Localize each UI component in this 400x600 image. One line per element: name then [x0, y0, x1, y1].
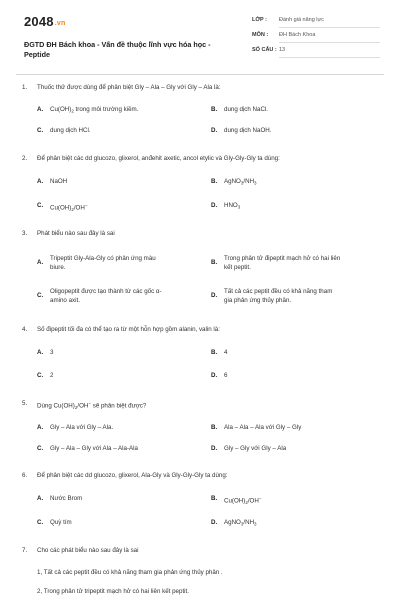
worksheet-meta: [252, 15, 380, 60]
option-letter: A.: [37, 106, 44, 113]
question-number: 1.: [22, 84, 28, 91]
option-text: 3: [50, 349, 54, 356]
option-text: $HNO_3$: [224, 202, 241, 210]
question-text: Thuốc thử được dùng để phân biệt Gly – Ala – Gly với Gly – Ala là:: [37, 84, 221, 91]
option-text: Nước Brom: [50, 495, 83, 502]
option-letter: A.: [37, 495, 44, 502]
option-letter: D.: [211, 127, 218, 134]
option-text: $AgNO_3/NH_3$: [224, 178, 257, 186]
statement-1: 1, Tất cả các peptit đều có khả năng tham gia phản ứng thủy phân .: [37, 569, 223, 576]
meta-key: SỐ CÂU :: [252, 47, 277, 53]
question-number: 5.: [22, 400, 28, 407]
site-logo[interactable]: 2048.vn: [24, 14, 66, 29]
statement-2: 2, Trong phân tử tripeptit mạch hở có hai liên kết peptit.: [37, 588, 189, 595]
option-text: Oligopeptit được tạo thành từ các gốc α- amino axit.: [50, 288, 162, 304]
question-number: 2.: [22, 155, 28, 162]
question-text: Số đipeptit tối đa có thể tạo ra từ một hỗn hợp gồm alanin, valin là:: [37, 326, 220, 333]
option-letter: D.: [211, 202, 218, 209]
meta-value: ĐH Bách Khoa: [279, 32, 380, 43]
question-text: Để phân biệt các dd glucozo, glixerol, Ala-Gly và Gly-Gly-Gly ta dùng:: [37, 472, 228, 479]
option-text: Tất cả các peptit đều có khả năng tham gia phản ứng thủy phân.: [224, 288, 333, 304]
option-text: dung dịch NaOH.: [224, 127, 272, 134]
option-text: dung dịch NaCl.: [224, 106, 269, 113]
option-text: Ala – Ala – Ala với Gly – Gly: [224, 424, 302, 431]
meta-row-count: [252, 45, 380, 60]
option-text: $AgNO_3/NH_3$: [224, 519, 257, 527]
option-letter: C.: [37, 519, 44, 526]
meta-key: MÔN :: [252, 32, 269, 38]
meta-value: Đánh giá năng lực: [279, 17, 380, 28]
option-text: Gly – Ala – Gly với Ala – Ala-Ala: [50, 445, 138, 452]
question-number: 7.: [22, 547, 28, 554]
option-text: NaOH: [50, 178, 68, 185]
option-letter: A.: [37, 349, 44, 356]
question-number: 4.: [22, 326, 28, 333]
option-text: $Cu(OH)_2$ trong môi trường kiềm.: [50, 106, 139, 114]
question-text: Phát biểu nào sau đây là sai: [37, 230, 115, 237]
option-letter: A.: [37, 178, 44, 185]
option-letter: B.: [211, 424, 218, 431]
worksheet-title: ĐGTD ĐH Bách khoa - Vấn đề thuộc lĩnh vực hóa học - Peptide: [24, 40, 211, 59]
header-divider: [16, 74, 384, 75]
option-letter: C.: [37, 202, 44, 209]
meta-key: LỚP :: [252, 17, 267, 23]
question-number: 3.: [22, 230, 28, 237]
option-letter: B.: [211, 495, 218, 502]
question-number: 6.: [22, 472, 28, 479]
option-letter: D.: [211, 372, 218, 379]
option-text: Trong phân tử đipeptit mạch hở có hai liên kết peptit.: [224, 255, 341, 271]
option-letter: C.: [37, 127, 44, 134]
option-letter: B.: [211, 349, 218, 356]
question-text: Cho các phát biểu nào sau đây là sai: [37, 547, 139, 554]
option-letter: B.: [211, 178, 218, 185]
option-text: $Cu(OH)_2/OH^-$: [50, 203, 88, 212]
option-text: 6: [224, 372, 228, 379]
option-letter: C.: [37, 292, 44, 299]
option-letter: D.: [211, 519, 218, 526]
option-letter: B.: [211, 259, 218, 266]
option-text: Quỳ tím: [50, 519, 72, 526]
option-text: Gly – Ala với Gly – Ala.: [50, 424, 114, 431]
option-text: $Cu(OH)_2/OH^-$: [224, 496, 262, 505]
option-letter: D.: [211, 292, 218, 299]
option-text: 2: [50, 372, 54, 379]
option-text: dung dịch HCl.: [50, 127, 91, 134]
meta-value: 13: [279, 47, 380, 58]
meta-row-class: [252, 15, 380, 30]
option-letter: D.: [211, 445, 218, 452]
question-text: Để phân biệt các dd glucozo, glixerol, anđehit axetic, ancol etylic và Gly-Gly-Gly ta dùng:: [37, 155, 280, 162]
option-letter: B.: [211, 106, 218, 113]
option-text: 4: [224, 349, 228, 356]
option-letter: C.: [37, 372, 44, 379]
question-text: Dùng $Cu(OH)_2/OH^-$ sẽ phân biệt được?: [37, 401, 147, 410]
option-text: Gly – Gly với Gly – Ala: [224, 445, 287, 452]
option-letter: C.: [37, 445, 44, 452]
option-text: Tripeptit Gly-Ala-Gly có phản ứng màu biure.: [50, 255, 156, 271]
option-letter: A.: [37, 259, 44, 266]
worksheet-header: [24, 12, 378, 64]
meta-row-subject: [252, 30, 380, 45]
option-letter: A.: [37, 424, 44, 431]
